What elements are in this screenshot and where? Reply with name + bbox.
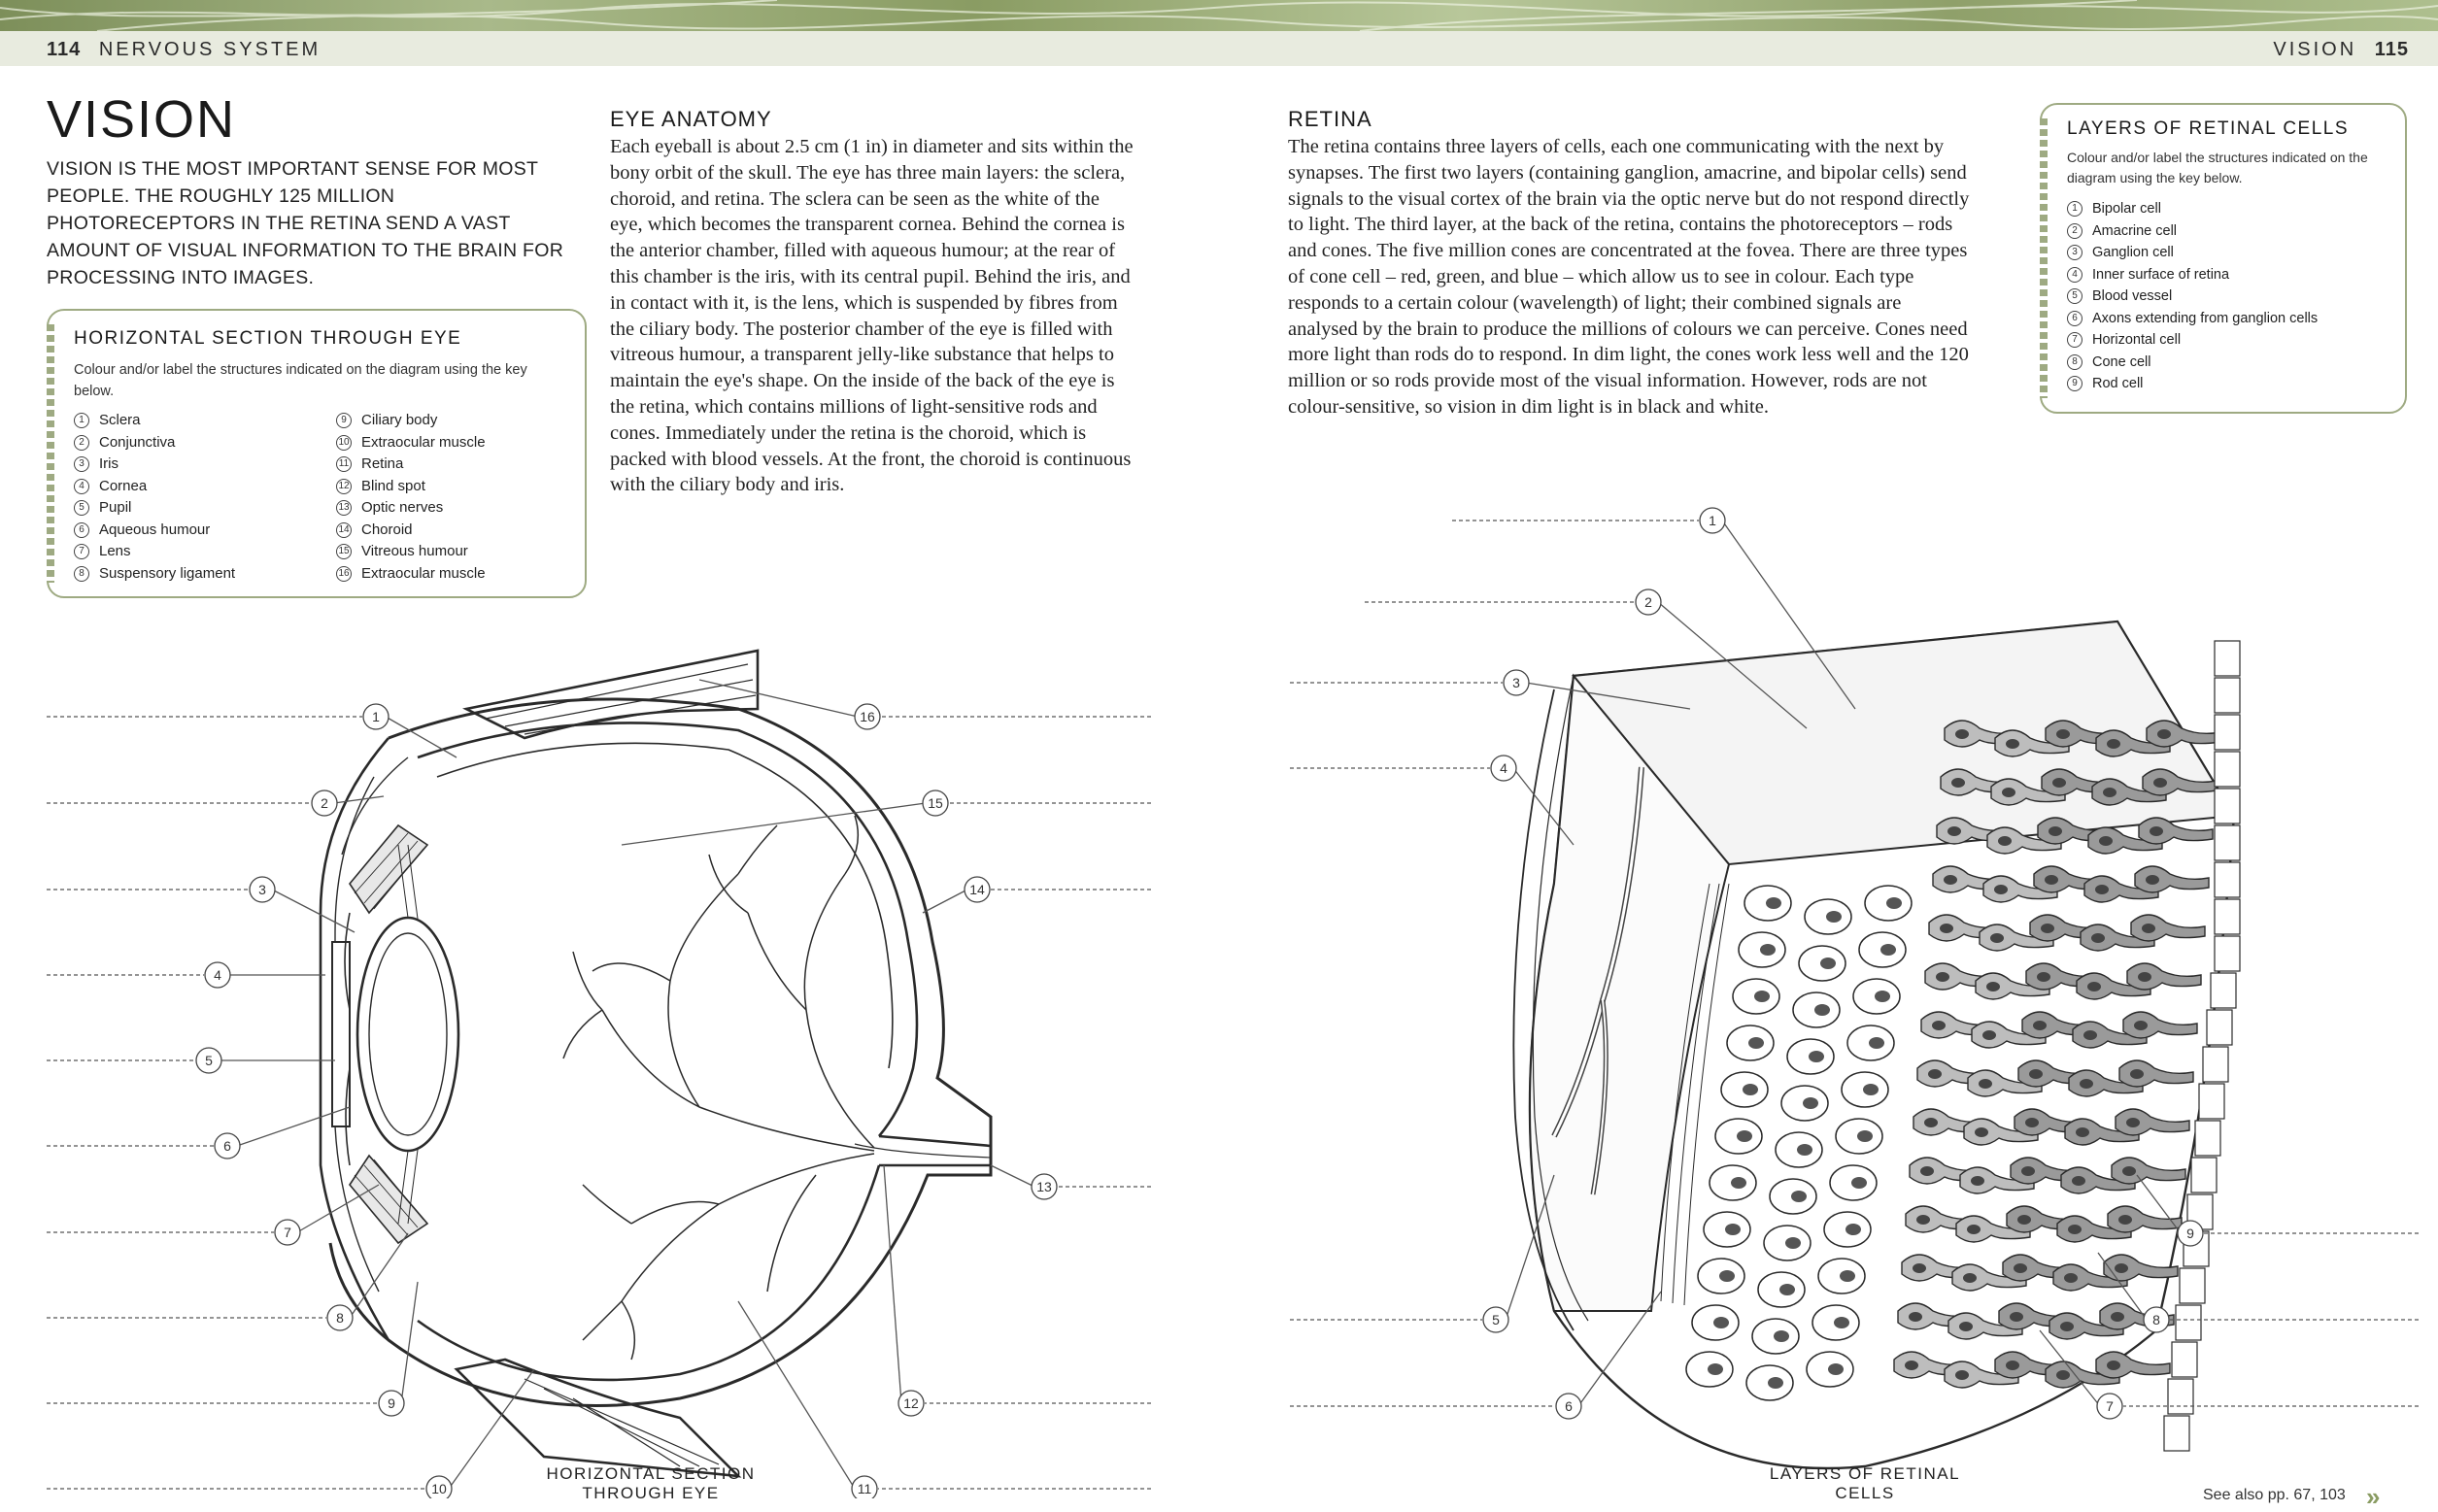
key-item [2067,264,2407,286]
key-item-label: Sclera [99,412,141,428]
cell-nucleus [1875,991,1890,1002]
key-item [2067,198,2407,220]
cell-nucleus [1731,1177,1746,1189]
cell-nucleus [1768,1377,1783,1389]
pigment-cell [2215,752,2240,787]
callout-number: 6 [1565,1398,1573,1414]
cell-nucleus [1719,1270,1735,1282]
callout-number: 7 [284,1225,291,1240]
cell-nucleus [2115,1263,2128,1273]
callout-number: 13 [1036,1179,1052,1194]
callout-number: 9 [2186,1226,2194,1241]
callout-number: 7 [2106,1398,2114,1414]
cell-nucleus [2076,1127,2089,1137]
cell-nucleus [1944,875,1957,885]
pigment-cell [2215,899,2240,934]
key-item-number: 1 [74,413,89,428]
pigment-cell [2215,936,2240,971]
cell-nucleus [1920,1166,1934,1176]
eye-key-list-col2 [336,410,579,585]
left-page-number: 114 [47,39,82,60]
cell-nucleus [2056,1370,2070,1380]
cell-nucleus [2138,972,2151,982]
cell-nucleus [1851,1177,1867,1189]
pointer-line [272,890,355,932]
cell-nucleus [1913,1263,1926,1273]
cell-nucleus [2060,1322,2074,1331]
key-item [74,432,317,454]
retina-text: The retina contains three layers of cells, each one communicating with the next by synapses. The first two layers (containing ganglion, amacrine, and bipolar cells) send signals to the visual cortex of the brain via the optic nerve but do not respond directly to light. The third layer, at the back of the retina, contains the photoreceptors – rods and cones. The five million cones are concentrated at the fovea. There are three types of cone cell – red, green, and blue – which allow us to see in colour. Each type responds to a certain colour (wavelength) of light; their combined signals are analysed by the brain to produce the millions of colours we can perceive. Cones need more light than rods do to respond. In dim light, the cones work less well and the 120 million or so rods provide most of the visual information. However, rods are not colour-sensitive, so vision in dim light is in black and white. [1288,136,1970,418]
cell-nucleus [2041,924,2054,933]
see-also-reference: See also pp. 67, 103 [2203,1487,2346,1503]
callout-number: 2 [321,795,328,811]
key-item-number: 16 [336,566,352,582]
cell-nucleus [2153,778,2167,788]
callout-number: 8 [2152,1312,2160,1327]
key-item-label: Lens [99,543,131,559]
key-item-number: 5 [74,500,89,516]
eye-key-instructions: Colour and/or label the structures indicated on the diagram using the key below. [74,362,527,399]
cell-nucleus [1834,1317,1849,1328]
cell-nucleus [1951,778,1965,788]
cell-nucleus [2052,778,2066,788]
key-item-number: 12 [336,479,352,494]
key-item-number: 7 [74,544,89,559]
cell-nucleus [2118,1215,2132,1225]
cell-nucleus [1975,1127,1988,1137]
cell-nucleus [1869,1037,1884,1049]
key-item [2067,352,2407,374]
key-item-number: 14 [336,522,352,538]
key-item-label: Blood vessel [2092,288,2173,304]
retina-key-instructions: Colour and/or label the structures indicated on the diagram using the key below. [2067,150,2368,185]
cell-nucleus [2157,729,2171,739]
callout-number: 3 [258,882,266,897]
pigment-cell [2215,641,2240,676]
pigment-cell [2215,678,2240,713]
cell-nucleus [1754,991,1770,1002]
cell-nucleus [1971,1176,1984,1186]
pointer-line [401,1282,418,1403]
key-item-label: Rod cell [2092,376,2144,391]
cell-nucleus [2045,875,2058,885]
key-item-label: Inner surface of retina [2092,266,2230,283]
key-item-label: Blind spot [361,477,425,494]
key-box-accent-bar [47,324,54,583]
key-item-number: 3 [2067,245,2082,260]
cell-nucleus [1963,1273,1977,1283]
retina-layers-diagram [1263,495,2438,1498]
key-item-label: Horizontal cell [2092,332,2182,348]
cell-nucleus [1905,1361,1918,1370]
cell-nucleus [2130,1069,2144,1079]
pigment-cell [2199,1084,2224,1119]
chevron-right-icon: » [2366,1482,2381,1511]
pigment-cell [2180,1268,2205,1303]
cell-nucleus [1916,1215,1930,1225]
pigment-cell [2215,862,2240,897]
cell-nucleus [1708,1363,1723,1375]
callout-number: 3 [1512,675,1520,690]
eye-key-list-col1 [74,410,317,585]
cell-nucleus [1955,729,1969,739]
key-item [74,410,317,432]
cell-nucleus [1809,1051,1824,1062]
right-section-name: VISION [2273,39,2357,60]
key-item-number: 8 [74,566,89,582]
key-item-number: 10 [336,435,352,451]
key-item [74,541,317,563]
pigment-cell [2195,1121,2220,1156]
key-item-label: Extraocular muscle [361,564,486,582]
cell-nucleus [1932,1021,1946,1030]
key-item-label: Optic nerves [361,499,444,516]
cell-nucleus [2087,982,2101,991]
callout-number: 14 [969,882,985,897]
cell-nucleus [1955,1370,1969,1380]
key-item [336,497,579,520]
key-item [336,454,579,476]
page-title: VISION [47,90,237,149]
eye-key-box [47,309,587,598]
key-item-label: Choroid [361,521,413,538]
callout-number: 4 [214,967,221,983]
cell-nucleus [1940,924,1953,933]
cell-nucleus [2080,1079,2093,1089]
pointer-line [923,890,967,913]
pointer-line [334,796,384,803]
cell-nucleus [1803,1097,1818,1109]
intro-text: VISION IS THE MOST IMPORTANT SENSE FOR MOST PEOPLE. THE ROUGHLY 125 MILLION PHOTORECEPTORS IN THE RETINA SEND A VAST AMOUNT OF VISUAL INFORMATION TO THE BRAIN FOR PROCESSING INTO IMAGES. [47,158,564,288]
cell-nucleus [1826,911,1842,923]
cell-nucleus [1986,982,2000,991]
cell-nucleus [2017,1215,2031,1225]
cell-nucleus [2049,826,2062,836]
key-item [336,563,579,586]
key-item [2067,373,2407,395]
callout-number: 9 [388,1395,395,1411]
eye-anatomy-heading: EYE ANATOMY [610,107,772,131]
cell-nucleus [1828,1363,1844,1375]
cell-nucleus [2134,1021,2148,1030]
cell-nucleus [1774,1330,1789,1342]
key-item-label: Axons extending from ganglion cells [2092,310,2319,326]
pigment-cell [2176,1305,2201,1340]
cell-nucleus [2064,1273,2078,1283]
key-item [336,410,579,432]
cell-nucleus [1994,885,2008,894]
key-item [2067,329,2407,352]
key-item [74,520,317,542]
cell-nucleus [1797,1144,1812,1156]
key-item-number: 15 [336,544,352,559]
key-item [74,454,317,476]
callout-number: 1 [372,709,380,724]
cell-nucleus [1947,826,1961,836]
pointer-line [738,1301,855,1489]
key-item-label: Extraocular muscle [361,433,486,451]
cell-nucleus [1785,1237,1801,1249]
pointer-line [386,717,457,757]
key-item [74,563,317,586]
key-item-label: Conjunctiva [99,433,176,451]
key-item-number: 4 [74,479,89,494]
key-item-number: 6 [2067,311,2082,326]
key-item-label: Retina [361,455,404,472]
cell-nucleus [1766,897,1781,909]
cell-nucleus [2083,1030,2097,1040]
cell-nucleus [2037,972,2050,982]
key-item-number: 2 [2067,223,2082,239]
cell-nucleus [2122,1166,2136,1176]
cell-nucleus [2029,1069,2043,1079]
key-item-label: Aqueous humour [99,521,211,538]
callout-number: 5 [205,1053,213,1068]
key-item [336,541,579,563]
callout-number: 8 [336,1310,344,1326]
cell-nucleus [2107,739,2120,749]
cell-nucleus [1928,1069,1942,1079]
pigment-cell [2203,1047,2228,1082]
callout-number: 16 [860,709,875,724]
key-item-number: 13 [336,500,352,516]
cell-nucleus [2006,739,2019,749]
key-item [336,520,579,542]
pigment-cell [2207,1010,2232,1045]
key-box-accent-bar [2040,118,2048,398]
callout-number: 2 [1644,594,1652,610]
key-item-label: Cone cell [2092,353,2151,370]
cell-nucleus [2142,924,2155,933]
pointer-line [884,1165,901,1403]
right-folio [2273,39,2409,61]
cell-nucleus [2025,1118,2039,1127]
left-folio [47,39,321,61]
cell-nucleus [1959,1322,1973,1331]
cell-nucleus [2091,933,2105,943]
cell-nucleus [2107,1361,2120,1370]
callout-number: 5 [1492,1312,1500,1327]
cell-nucleus [1936,972,1949,982]
callout-number: 1 [1709,513,1716,528]
cell-nucleus [2002,788,2015,797]
pointer-line [622,803,926,845]
eye-anatomy-text: Each eyeball is about 2.5 cm (1 in) in diameter and sits within the bony orbit of the skull. The eye has three main layers: the sclera, choroid, and retina. The sclera can be seen as the white of the eye, which becomes the transparent cornea. Behind the cornea is the anterior chamber, filled with aqueous humour; at the rear of this chamber is the iris, with its central pupil. Behind the iris, and in contact with it, is the lens, which is suspended by fibres from the ciliary body. The posterior chamber of the eye is filled with vitreous humour, a transparent jelly-like substance that helps to maintain the eye's shape. On the inside of the back of the eye is the retina, which contains millions of light-sensitive rods and cones. Immediately under the retina is the choroid, which is packed with blood vessels. At the front, the choroid is continuous with the ciliary body and iris. [610,136,1134,496]
key-item [2067,308,2407,330]
retina-key-box [2040,103,2407,414]
pigment-cell [2215,825,2240,860]
key-item-number: 3 [74,456,89,472]
cell-nucleus [1814,1004,1830,1016]
cell-nucleus [2033,1021,2047,1030]
cell-nucleus [2150,826,2163,836]
cell-nucleus [1924,1118,1938,1127]
cell-nucleus [1909,1312,1922,1322]
key-item-label: Vitreous humour [361,543,468,559]
key-item-number: 6 [74,522,89,538]
key-item-number: 8 [2067,354,2082,370]
cell-nucleus [1982,1030,1996,1040]
cell-nucleus [1857,1130,1873,1142]
cell-nucleus [2103,788,2116,797]
key-item-label: Iris [99,455,119,472]
cell-nucleus [2021,1166,2035,1176]
cell-nucleus [1760,944,1776,956]
cell-nucleus [2014,1263,2027,1273]
key-item-number: 11 [336,456,352,472]
cell-nucleus [2068,1225,2082,1234]
pigment-cell [2172,1342,2197,1377]
decorative-header-band [0,0,2438,31]
cell-nucleus [1845,1224,1861,1235]
left-section-name: NERVOUS SYSTEM [98,39,322,60]
callout-number: 6 [223,1138,231,1154]
cell-nucleus [2126,1118,2140,1127]
key-item-label: Pupil [99,499,132,516]
key-item-label: Suspensory ligament [99,564,236,582]
key-item-number: 7 [2067,332,2082,348]
key-item-number: 4 [2067,267,2082,283]
pointer-line [297,1185,379,1232]
key-item [336,432,579,454]
cell-nucleus [2056,729,2070,739]
cell-nucleus [2146,875,2159,885]
retina-key-title: LAYERS OF RETINAL CELLS [2067,118,2350,139]
callout-number: 11 [857,1481,872,1496]
cell-nucleus [2010,1312,2023,1322]
cell-nucleus [1886,897,1902,909]
right-page-number: 115 [2374,39,2409,60]
pointer-line [991,1165,1034,1187]
cell-nucleus [1998,836,2012,846]
cell-nucleus [1737,1130,1752,1142]
key-item-label: Cornea [99,477,148,494]
key-item [74,497,317,520]
cell-nucleus [1743,1084,1758,1095]
cell-nucleus [1820,958,1836,969]
key-item-label: Bipolar cell [2092,201,2161,217]
key-item [2067,286,2407,308]
retina-diagram-caption: LAYERS OF RETINAL CELLS [1769,1464,1961,1502]
cell-nucleus [2006,1361,2019,1370]
pigment-cell [2211,973,2236,1008]
cell-nucleus [1990,933,2004,943]
eye-section-diagram [0,622,1166,1498]
eye-diagram-caption: HORIZONTAL SECTION THROUGH EYE [546,1464,756,1502]
key-item-label: Amacrine cell [2092,222,2178,239]
cell-nucleus [1748,1037,1764,1049]
key-item-number: 1 [2067,201,2082,217]
key-item-label: Ciliary body [361,412,438,428]
key-item-number: 9 [336,413,352,428]
key-item-number: 2 [74,435,89,451]
key-item-number: 9 [2067,376,2082,391]
cell-nucleus [2072,1176,2085,1186]
pigment-cell [2191,1158,2217,1193]
pigment-cell [2164,1416,2189,1451]
retina-key-list [2067,198,2407,395]
retina-heading: RETINA [1288,107,1372,131]
callout-number: 4 [1500,760,1507,776]
key-item [2067,242,2407,264]
cell-nucleus [1779,1284,1795,1295]
key-item [74,476,317,498]
running-header [0,31,2438,66]
cell-nucleus [1791,1191,1807,1202]
key-item [336,476,579,498]
pigment-cell [2168,1379,2193,1414]
cell-nucleus [1979,1079,1992,1089]
pigment-cell [2215,715,2240,750]
cell-nucleus [1863,1084,1879,1095]
key-item [2067,220,2407,243]
callout-number: 15 [928,795,943,811]
cell-nucleus [1725,1224,1741,1235]
cell-nucleus [1967,1225,1981,1234]
cell-nucleus [2111,1312,2124,1322]
callout-number: 12 [903,1395,919,1411]
pointer-line [350,1233,408,1318]
pigment-cell [2215,789,2240,823]
cell-nucleus [2095,885,2109,894]
callout-number: 10 [431,1481,447,1496]
cell-nucleus [2099,836,2113,846]
cell-nucleus [1713,1317,1729,1328]
key-item-label: Ganglion cell [2092,245,2174,260]
eye-key-title: HORIZONTAL SECTION THROUGH EYE [74,328,462,349]
key-item-number: 5 [2067,288,2082,304]
cell-nucleus [1880,944,1896,956]
cell-nucleus [1840,1270,1855,1282]
